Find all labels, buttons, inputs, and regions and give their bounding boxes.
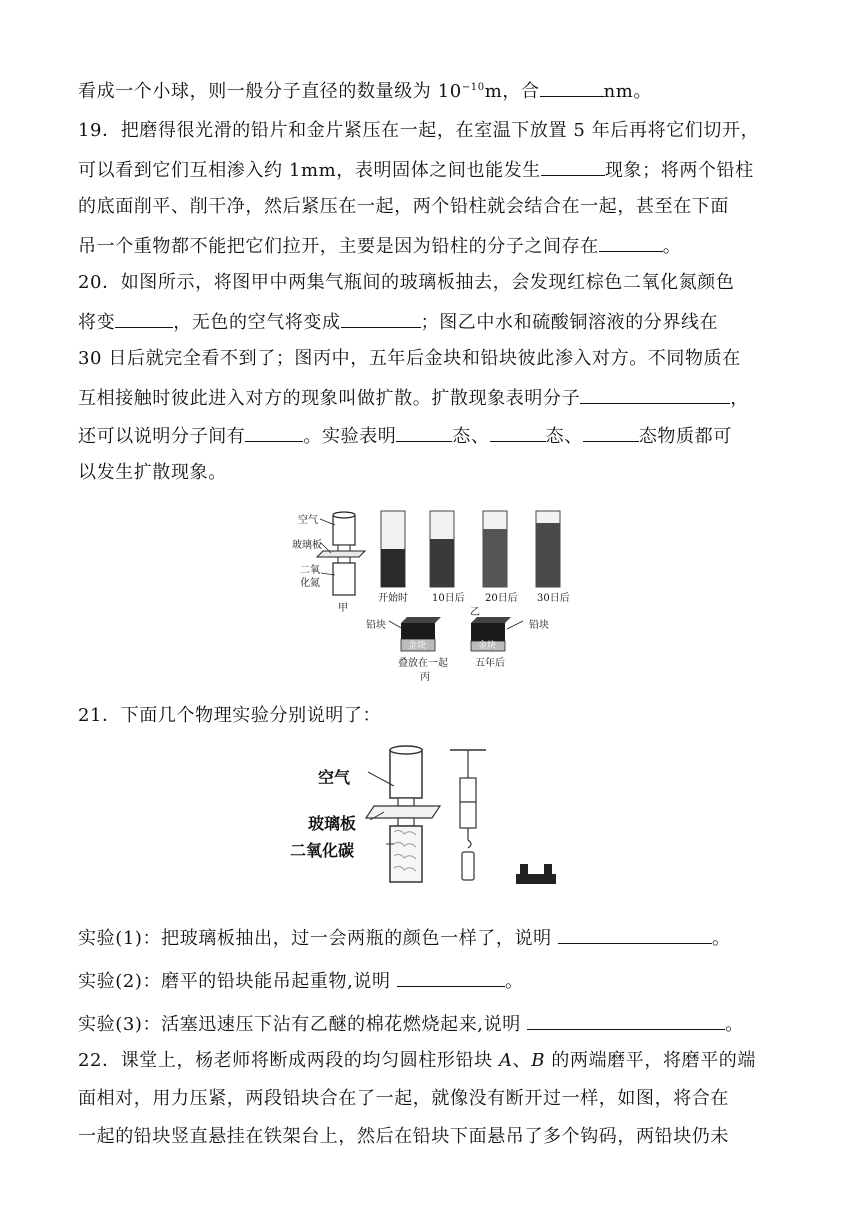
- text: nm。: [603, 81, 653, 102]
- tubes-diagram: [381, 511, 560, 587]
- text: 态物质都可: [638, 426, 732, 447]
- q19-line-4: [78, 233, 788, 259]
- lead-block-a: [460, 778, 476, 802]
- text: 22．课堂上，杨老师将断成两段的均匀圆柱形铅块: [78, 1050, 500, 1071]
- label-glass-plate: 玻璃板: [308, 814, 357, 833]
- label-yi: 乙: [470, 607, 480, 618]
- label-10d: 10日后: [432, 593, 465, 604]
- q20-line-6: 以发生扩散现象。: [78, 462, 227, 483]
- label-glass-plate: 玻璃板: [292, 540, 322, 551]
- hook: [468, 828, 471, 848]
- label-30d: 30日后: [537, 593, 570, 604]
- tube-20d-solution: [483, 529, 507, 587]
- leader-line: [507, 621, 523, 629]
- q19-line-1: 19．把磨得很光滑的铅片和金片紧压在一起，在室温下放置 5 年后再将它们切开，: [78, 120, 760, 141]
- lower-bottle: [390, 826, 422, 882]
- label-lead-left: 铅块: [366, 620, 386, 631]
- label-no2-1: 二氧: [300, 565, 320, 576]
- text: 态、: [545, 426, 583, 447]
- label-20d: 20日后: [485, 593, 518, 604]
- q20-line-5: [78, 423, 788, 449]
- answer-blank[interactable]: [583, 423, 639, 442]
- answer-blank[interactable]: [527, 1011, 725, 1030]
- compression-diagram: [516, 864, 556, 884]
- upper-bottle-neck: [338, 545, 350, 551]
- text: 实验(1)：把玻璃板抽出，过一会两瓶的颜色一样了，说明: [78, 928, 559, 949]
- upper-bottle: [333, 515, 355, 545]
- answer-blank[interactable]: [540, 78, 604, 97]
- lower-bottle-neck: [398, 818, 414, 826]
- exponent: −10: [461, 82, 485, 93]
- answer-blank[interactable]: [490, 423, 546, 442]
- answer-blank[interactable]: [541, 157, 605, 176]
- text: 。实验表明: [303, 426, 397, 447]
- lower-bottle-neck: [338, 557, 350, 563]
- apparatus-right-post: [544, 864, 552, 876]
- label-no2-2: 化氮: [300, 578, 320, 589]
- label-b: B: [531, 1050, 546, 1071]
- label-stacked: 叠放在一起: [398, 658, 448, 669]
- answer-blank[interactable]: [558, 925, 712, 944]
- weight: [462, 852, 474, 880]
- tube-30d-solution: [536, 523, 560, 587]
- label-co2: 二氧化碳: [290, 841, 355, 860]
- q19-line-2: [78, 157, 788, 183]
- label-gold-right: 金块: [478, 641, 497, 651]
- answer-blank[interactable]: [396, 423, 452, 442]
- experiment-3-line: [78, 1011, 788, 1037]
- text: 。: [712, 928, 731, 949]
- text: 。: [662, 236, 682, 257]
- label-five-years: 五年后: [475, 658, 505, 669]
- label-air: 空气: [298, 515, 318, 526]
- upper-bottle-top: [390, 746, 422, 754]
- text: ，: [730, 388, 749, 409]
- lead-block-left-top: [401, 617, 441, 623]
- q22-line-1: [78, 1049, 788, 1073]
- label-a: A: [499, 1050, 513, 1071]
- glass-plate: [317, 551, 365, 557]
- q22-line-3: 一起的铅块竖直悬挂在铁架台上，然后在铅块下面悬吊了多个钩码，两铅块仍未: [78, 1126, 729, 1147]
- q22-line-2: 面相对，用力压紧，两段铅块合在了一起，就像没有断开过一样，如图，将合在: [78, 1088, 729, 1109]
- text: 还可以说明分子间有: [78, 426, 246, 447]
- lead-block-b: [460, 802, 476, 828]
- label-air: 空气: [318, 768, 351, 787]
- gas-bottles-diagram: [317, 512, 365, 595]
- text: ；图乙中水和硫酸铜溶液的分界线在: [420, 312, 719, 333]
- answer-blank[interactable]: [599, 233, 663, 252]
- text: 将变: [78, 312, 116, 333]
- upper-bottle-top: [333, 512, 355, 518]
- label-gold-left: 金块: [408, 641, 427, 651]
- leader-line: [389, 621, 403, 629]
- q20-line-4: [78, 385, 788, 411]
- q20-line-1: 20．如图所示，将图甲中两集气瓶间的玻璃板抽去，会发现红棕色二氧化氮颜色: [78, 272, 735, 293]
- text: 。: [725, 1014, 744, 1035]
- answer-blank[interactable]: [580, 385, 730, 404]
- answer-blank[interactable]: [115, 309, 173, 328]
- q21-line: 21．下面几个物理实验分别说明了：: [78, 705, 382, 726]
- q20-line-2: [78, 309, 788, 335]
- label-start: 开始时: [378, 593, 408, 604]
- lower-bottle: [333, 563, 355, 595]
- text: 吊一个重物都不能把它们拉开，主要是因为铅柱的分子之间存在: [78, 236, 599, 257]
- label-jia: 甲: [338, 603, 348, 614]
- upper-bottle: [390, 750, 422, 798]
- text: 现象；将两个铅柱: [604, 160, 754, 181]
- answer-blank[interactable]: [341, 309, 421, 328]
- text: 互相接触时彼此进入对方的现象叫做扩散。扩散现象表明分子: [78, 388, 581, 409]
- apparatus-left-post: [520, 864, 528, 876]
- line-1: [78, 76, 788, 104]
- text: m，合: [484, 81, 540, 102]
- label-bing: 丙: [420, 672, 430, 683]
- text: 、: [512, 1050, 532, 1071]
- bottles-diagram: [366, 746, 440, 882]
- text: 的两端磨平，将磨平的端: [545, 1050, 756, 1071]
- text: 实验(2)：磨平的铅块能吊起重物,说明: [78, 971, 397, 992]
- tube-10d-solution: [430, 539, 454, 587]
- upper-bottle-neck: [398, 798, 414, 806]
- experiment-1-line: [78, 925, 788, 951]
- lead-blocks-diagram: [450, 750, 486, 880]
- answer-blank[interactable]: [245, 423, 303, 442]
- text: 看成一个小球，则一般分子直径的数量级为 10: [78, 81, 462, 102]
- text: 可以看到它们互相渗入约 1mm，表明固体之间也能发生: [78, 160, 541, 181]
- tube-start-solution: [381, 549, 405, 587]
- text: 态、: [452, 426, 490, 447]
- answer-blank[interactable]: [397, 968, 505, 987]
- label-lead-right: 铅块: [529, 620, 549, 631]
- experiment-2-line: [78, 968, 788, 994]
- text: 。: [504, 971, 524, 992]
- q19-line-3: 的底面削平、削干净，然后紧压在一起，两个铅柱就会结合在一起，甚至在下面: [78, 196, 729, 217]
- text: 实验(3)：活塞迅速压下沾有乙醚的棉花燃烧起来,说明: [78, 1014, 528, 1035]
- text: ，无色的空气将变成: [173, 312, 341, 333]
- q20-line-3: 30 日后就完全看不到了；图丙中，五年后金块和铅块彼此渗入对方。不同物质在: [78, 348, 741, 369]
